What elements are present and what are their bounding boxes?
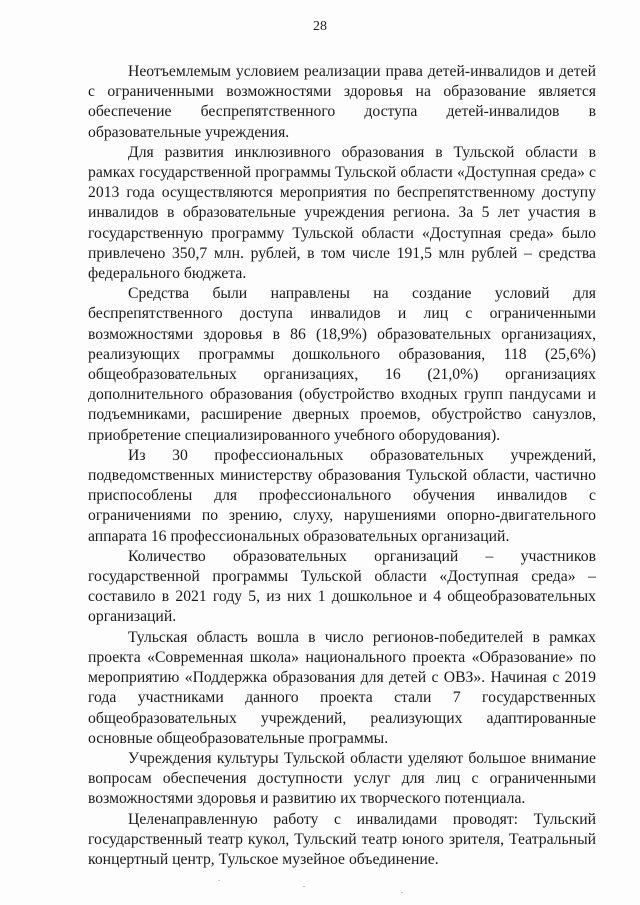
paragraph: Количество образовательных организаций – участников государственной программы Тульской области «Доступная среда» – составило в 2021 году 5, из них 1 дошкольное и 4 общеобразовательных организаций. [88,547,596,626]
paragraph: Для развития инклюзивного образования в Тульской области в рамках государственной программы Тульской области «Доступная среда» с 2013 года осуществляются мероприятия по беспрепятственному доступу инвалидов в образовательные учреждения региона. За 5 лет участия в государственную программу Тульской области «Доступная среда» было привлечено 350,7 млн. рублей, в том числе 191,5 млн рублей – средства федерального бюджета. [88,143,596,283]
scan-speck [218,880,220,881]
paragraph: Неотъемлемым условием реализации права детей-инвалидов и детей с ограниченными возможностями здоровья на образование является обеспечение беспрепятственного доступа детей-инвалидов в образовательные учреждения. [88,63,596,141]
scan-speck [303,886,305,887]
paragraph: Тульская область вошла в число регионов-победителей в рамках проекта «Современная школа» национального проекта «Образование» по мероприятию «Поддержка образования для детей с ОВЗ». Начиная с 2019 года участниками данного проекта стали 7 государственных общеобразовательных учреждений, реализующих адаптированные основные общеобразовательные программы. [88,628,596,747]
paragraph: Средства были направлены на создание условий для беспрепятственного доступа инвалидов и лиц с ограниченными возможностями здоровья в 86 (18,9%) образовательных организациях, реализующих программы дошкольного образования, 118 (25,6%) общеобразовательных организациях, 16 (21,0%) организациях дополнительного образования (обустройство входных групп пандусами и подъемниками, расширение дверных проемов, обустройство санузлов, приобретение специализированного учебного оборудования). [88,285,596,444]
page-number: 28 [313,19,327,34]
paragraph: Целенаправленную работу с инвалидами проводят: Тульский государственный театр кукол, Тульский театр юного зрителя, Театральный концертный центр, Тульское музейное объединение. [88,810,596,868]
paragraph: Учреждения культуры Тульской области уделяют большое внимание вопросам обеспечения доступности услуг для лиц с ограниченными возможностями здоровья и развитию их творческого потенциала. [88,749,596,808]
paragraph: Из 30 профессиональных образовательных учреждений, подведомственных министерству образования Тульской области, частично приспособлены для профессионального обучения инвалидов с ограничениями по зрению, слуху, нарушениями опорно-двигательного аппарата 16 профессиональных образовательных организаций. [88,446,596,545]
scan-speck [401,892,403,893]
body-text [88,62,596,870]
